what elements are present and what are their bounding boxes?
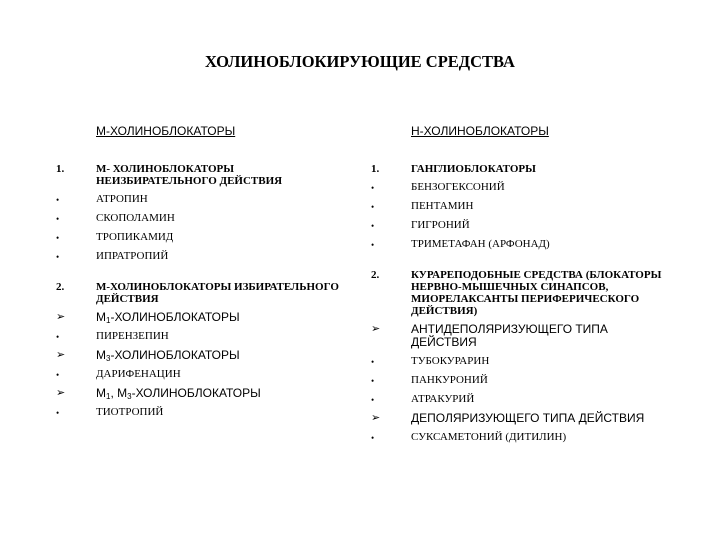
m-group-1 <box>56 163 356 187</box>
bullet-icon: • <box>371 433 375 443</box>
group-number: 1. <box>371 163 380 175</box>
subgroup-prefix: М <box>96 310 106 324</box>
list-item <box>56 330 356 343</box>
bullet-icon: • <box>371 221 375 231</box>
list-item <box>56 212 356 225</box>
arrow-bullet-icon: ➢ <box>56 310 66 323</box>
list-item <box>371 181 671 194</box>
drug-name: ПЕНТАМИН <box>411 200 474 212</box>
bullet-icon: • <box>56 233 60 243</box>
group-label: М- ХОЛИНОБЛОКАТОРЫ НЕИЗБИРАТЕЛЬНОГО ДЕЙСТВИЯ <box>96 163 283 187</box>
subgroup-prefix: М <box>96 386 106 400</box>
list-item <box>371 374 671 387</box>
subgroup-label <box>96 311 240 324</box>
receptor-index: 1 <box>106 392 111 401</box>
subgroup-label <box>96 349 240 362</box>
subgroup-label: ДЕПОЛЯРИЗУЮЩЕГО ТИПА ДЕЙСТВИЯ <box>411 411 645 425</box>
list-item <box>371 219 671 232</box>
group-label: ГАНГЛИОБЛОКАТОРЫ <box>411 163 536 175</box>
group-number: 2. <box>56 281 65 293</box>
arrow-bullet-icon: ➢ <box>56 386 66 399</box>
list-item <box>371 355 671 368</box>
group-number: 2. <box>371 269 380 281</box>
receptor-index: 3 <box>127 392 132 401</box>
bullet-icon: • <box>371 202 375 212</box>
page-title: ХОЛИНОБЛОКИРУЮЩИЕ СРЕДСТВА <box>205 52 515 71</box>
list-item <box>56 231 356 244</box>
drug-name: БЕНЗОГЕКСОНИЙ <box>411 181 505 193</box>
m-cholinoblockers-column <box>56 124 356 425</box>
drug-name: ТРИМЕТАФАН (АРФОНАД) <box>411 238 550 250</box>
group-label: М-ХОЛИНОБЛОКАТОРЫ ИЗБИРАТЕЛЬНОГО ДЕЙСТВИЯ <box>96 281 339 305</box>
list-item <box>56 368 356 381</box>
drug-name: ПИРЕНЗЕПИН <box>96 330 169 342</box>
drug-name: ТРОПИКАМИД <box>96 231 174 243</box>
list-item <box>56 406 356 419</box>
bullet-icon: • <box>56 370 60 380</box>
subgroup-m3 <box>56 349 356 362</box>
receptor-index: 3 <box>106 354 111 363</box>
subgroup-depolarizing <box>371 412 671 425</box>
list-item <box>371 431 671 444</box>
bullet-icon: • <box>56 252 60 262</box>
drug-name: ДАРИФЕНАЦИН <box>96 368 181 380</box>
bullet-icon: • <box>371 395 375 405</box>
arrow-bullet-icon: ➢ <box>371 411 381 424</box>
subgroup-label <box>96 387 261 400</box>
subgroup-suffix: -ХОЛИНОБЛОКАТОРЫ <box>110 310 240 324</box>
n-group-1 <box>371 163 671 175</box>
arrow-bullet-icon: ➢ <box>371 322 381 335</box>
list-item <box>56 193 356 206</box>
drug-name: АТРОПИН <box>96 193 148 205</box>
drug-name: ТИОТРОПИЙ <box>96 406 164 418</box>
m-group-2 <box>56 281 356 305</box>
group-number: 1. <box>56 163 65 175</box>
bullet-icon: • <box>56 332 60 342</box>
arrow-bullet-icon: ➢ <box>56 348 66 361</box>
drug-name: ПАНКУРОНИЙ <box>411 374 488 386</box>
subgroup-m1 <box>56 311 356 324</box>
subgroup-m1-m3 <box>56 387 356 400</box>
subgroup-suffix: -ХОЛИНОБЛОКАТОРЫ <box>110 348 240 362</box>
subgroup-mid: , М <box>110 386 128 400</box>
n-column-header: Н-ХОЛИНОБЛОКАТОРЫ <box>411 124 549 138</box>
drug-name: ГИГРОНИЙ <box>411 219 470 231</box>
list-item <box>371 393 671 406</box>
drug-name: СУКСАМЕТОНИЙ (ДИТИЛИН) <box>411 431 567 443</box>
bullet-icon: • <box>56 195 60 205</box>
drug-name: ТУБОКУРАРИН <box>411 355 490 367</box>
bullet-icon: • <box>371 357 375 367</box>
drug-name: СКОПОЛАМИН <box>96 212 175 224</box>
drug-name: АТРАКУРИЙ <box>411 393 475 405</box>
bullet-icon: • <box>371 376 375 386</box>
bullet-icon: • <box>371 240 375 250</box>
list-item <box>371 200 671 213</box>
n-group-2 <box>371 269 671 317</box>
subgroup-prefix: М <box>96 348 106 362</box>
receptor-index: 1 <box>106 316 111 325</box>
subgroup-antidepolarizing <box>371 323 671 349</box>
drug-name: ИПРАТРОПИЙ <box>96 250 169 262</box>
list-item <box>371 238 671 251</box>
bullet-icon: • <box>56 214 60 224</box>
subgroup-label: АНТИДЕПОЛЯРИЗУЮЩЕГО ТИПА ДЕЙСТВИЯ <box>411 322 608 349</box>
subgroup-suffix: -ХОЛИНОБЛОКАТОРЫ <box>131 386 261 400</box>
bullet-icon: • <box>371 183 375 193</box>
n-cholinoblockers-column <box>371 124 671 450</box>
m-column-header: М-ХОЛИНОБЛОКАТОРЫ <box>96 124 236 138</box>
group-label: КУРАРЕПОДОБНЫЕ СРЕДСТВА (БЛОКАТОРЫ НЕРВНО-МЫШЕЧНЫХ СИНАПСОВ, МИОРЕЛАКСАНТЫ ПЕРИФЕРИЧЕСКОГО ДЕЙСТВИЯ) <box>411 269 662 317</box>
list-item <box>56 250 356 263</box>
bullet-icon: • <box>56 408 60 418</box>
